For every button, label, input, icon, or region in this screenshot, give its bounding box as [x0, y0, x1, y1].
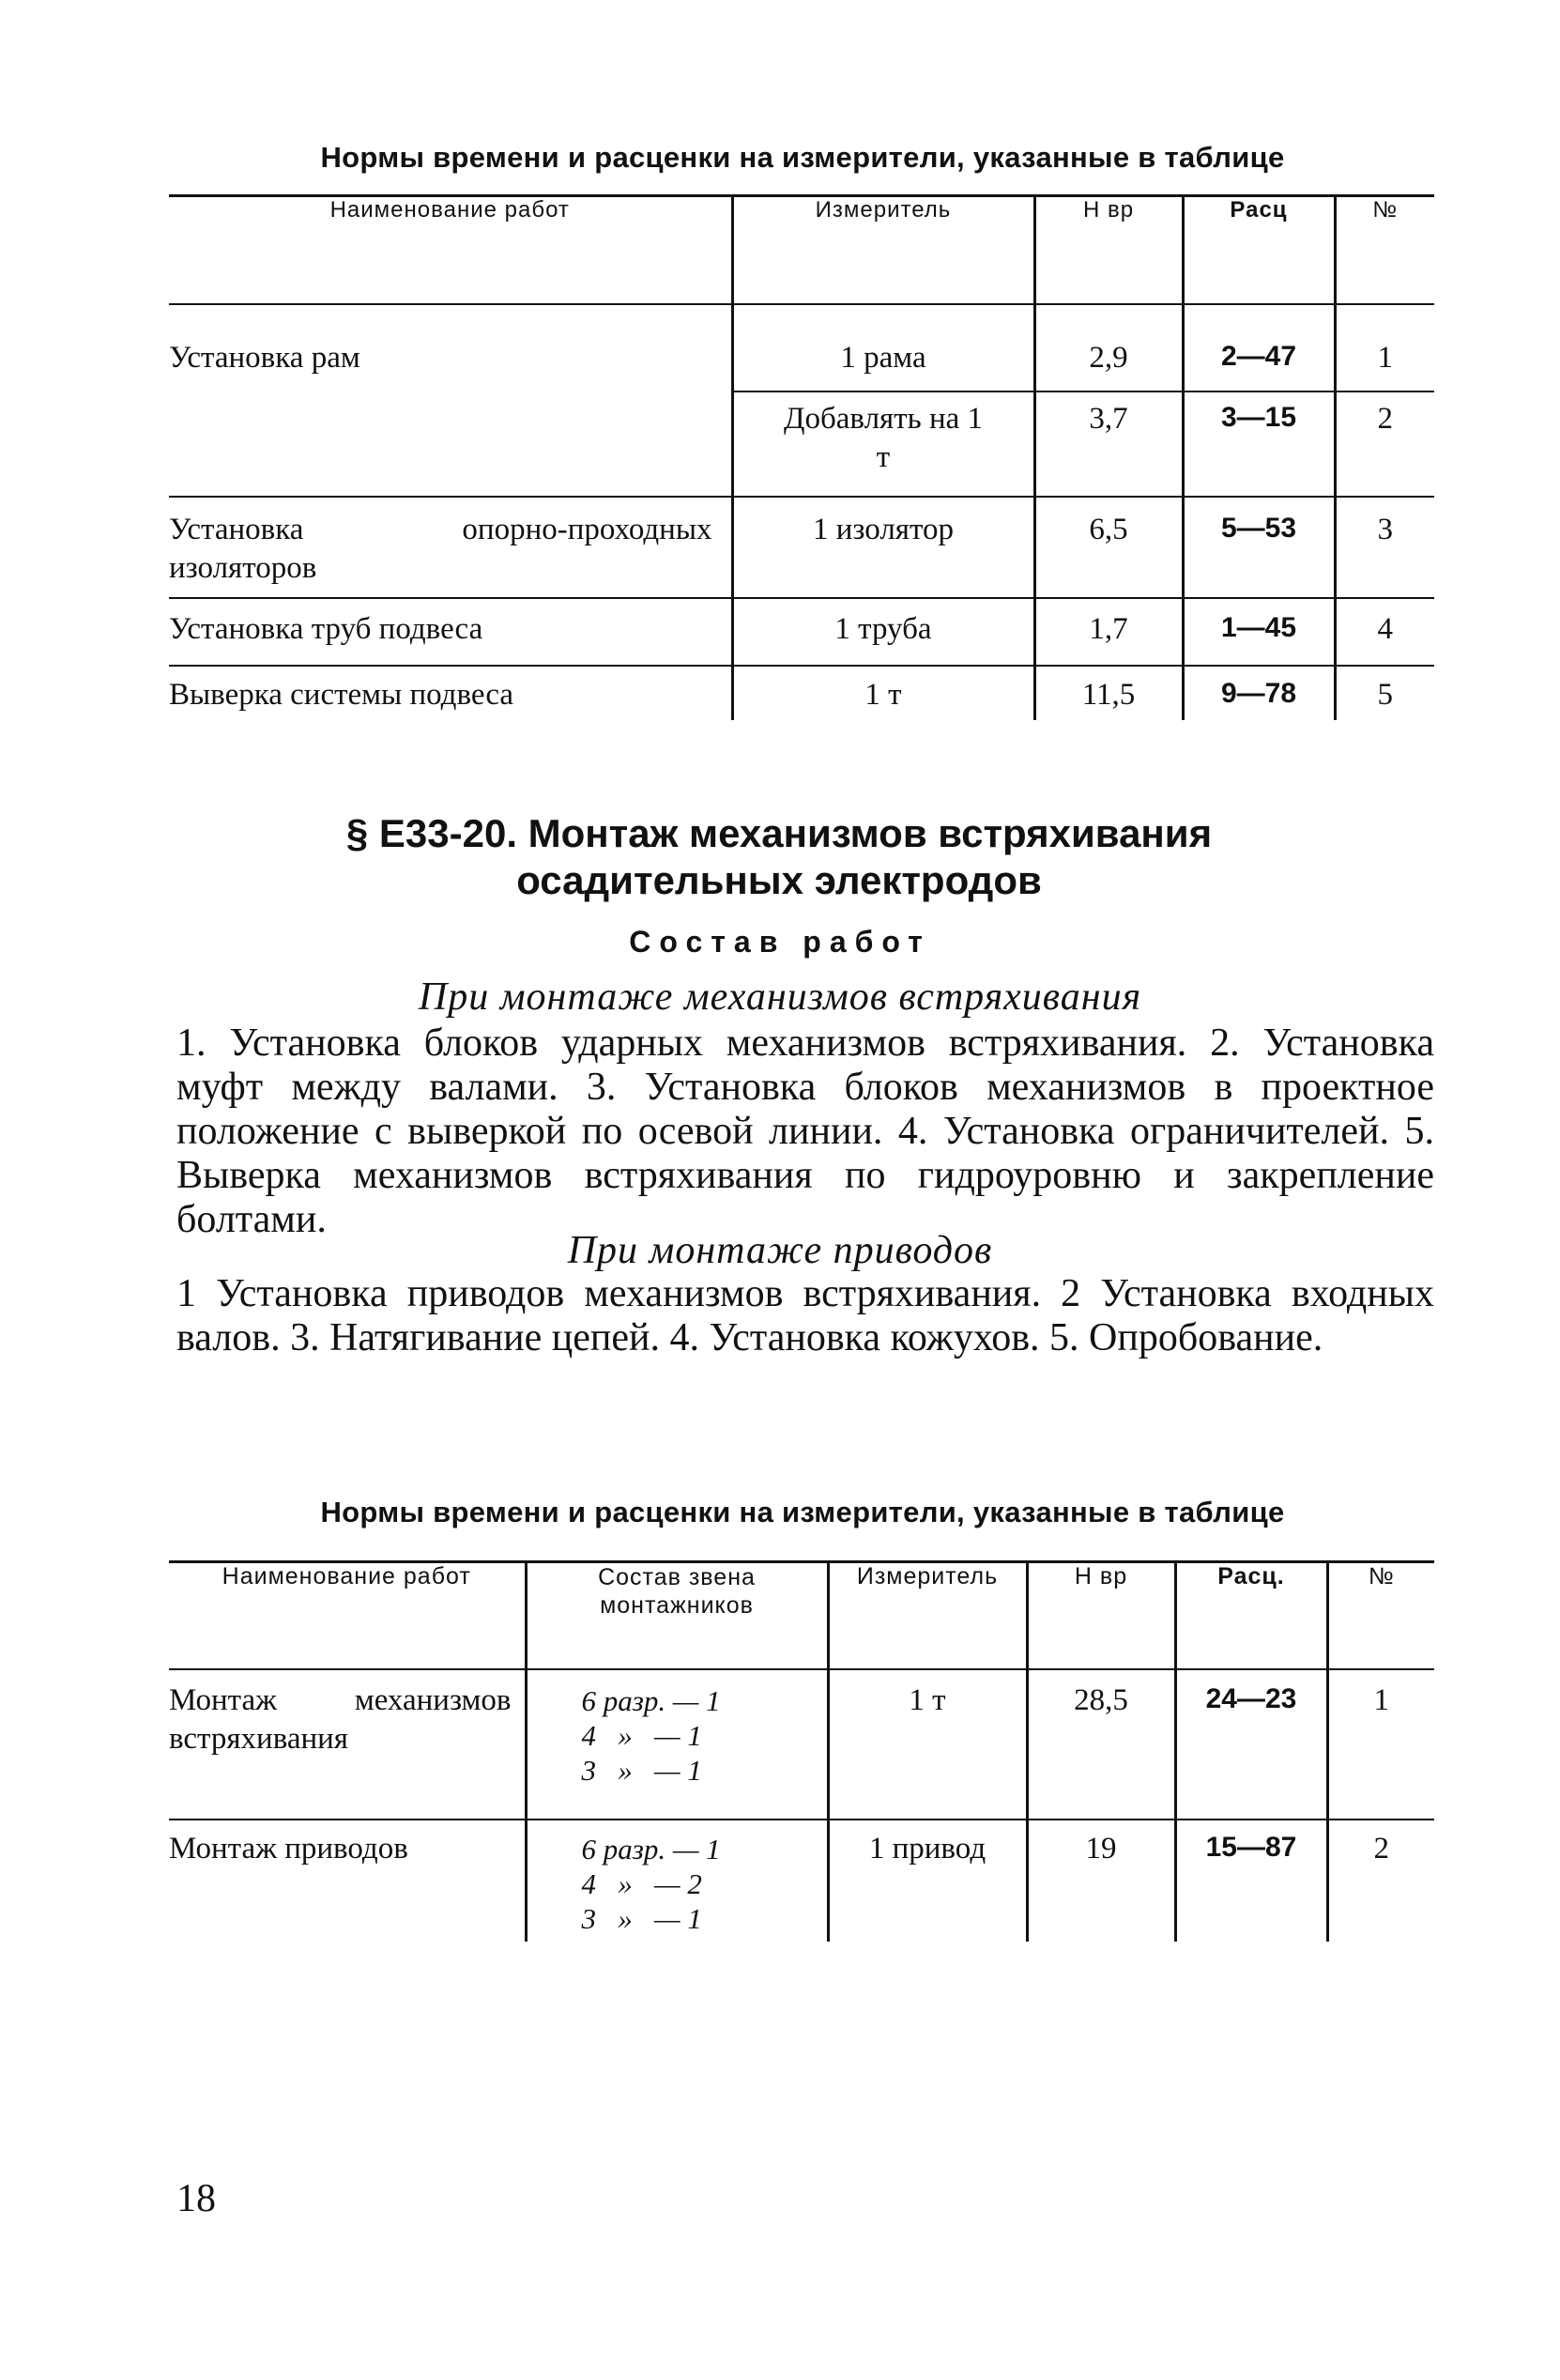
nvr: 28,5	[1027, 1669, 1175, 1820]
section-title-line-2: осадительных электродов	[516, 858, 1042, 902]
work-name: Установка труб подвеса	[169, 598, 732, 666]
header-rasc: Расц.	[1175, 1562, 1327, 1669]
norms-table-2	[169, 1560, 1434, 1942]
row-num: 1	[1327, 1669, 1434, 1820]
subheading-drives: При монтаже приводов	[567, 1229, 993, 1272]
team-text: 6 разр. — 1 4 » — 1 3 » — 1	[581, 1683, 721, 1787]
meter: 1 т	[732, 666, 1034, 720]
header-work-name: Наименование работ	[169, 196, 732, 304]
table-row	[169, 304, 1434, 392]
rasc: 24—23	[1175, 1669, 1327, 1820]
table-row	[169, 1669, 1434, 1820]
team-composition	[526, 1669, 828, 1820]
paragraph-shaking-mechanisms: 1. Установка блоков ударных механизмов встряхивания. 2. Установка муфт между валами. 3. Установка блоков механизмов в проектное положение с выверкой по осевой линии. 4. Установка ограничителей. 5. Выверка механизмов встряхивания по гидроуровню и закрепление болтами.	[176, 1021, 1434, 1241]
header-num: №	[1327, 1562, 1434, 1669]
nvr: 19	[1027, 1820, 1175, 1942]
meter	[732, 392, 1034, 497]
row-num: 2	[1327, 1820, 1434, 1942]
header-work-name: Наименование работ	[169, 1562, 526, 1669]
rasc: 5—53	[1183, 497, 1335, 598]
meter: 1 рама	[732, 304, 1034, 392]
work-name: Установка рам	[169, 304, 732, 497]
header-nvr: Н вр	[1027, 1562, 1175, 1669]
meter: 1 т	[828, 1669, 1027, 1820]
table-row	[169, 497, 1434, 598]
row-num: 1	[1335, 304, 1434, 392]
composition-heading: Состав работ	[629, 925, 931, 959]
table-row	[169, 666, 1434, 720]
norms-table-1	[169, 194, 1434, 720]
table-row	[169, 598, 1434, 666]
rasc: 2—47	[1183, 304, 1335, 392]
section-title-line-1: § Е33-20. Монтаж механизмов встряхивания	[345, 811, 1213, 855]
rasc: 15—87	[1175, 1820, 1327, 1942]
meter: 1 привод	[828, 1820, 1027, 1942]
nvr: 3,7	[1034, 392, 1183, 497]
nvr: 11,5	[1034, 666, 1183, 720]
meter-text: Добавлять на 1 т	[783, 401, 984, 474]
header-team-text: Состав звена монтажников	[598, 1564, 756, 1619]
header-team	[526, 1562, 828, 1669]
paragraph-drives: 1 Установка приводов механизмов встряхивания. 2 Установка входных валов. 3. Натягивание цепей. 4. Установка кожухов. 5. Опробование.	[176, 1272, 1434, 1359]
rasc: 1—45	[1183, 598, 1335, 666]
header-num: №	[1335, 196, 1434, 304]
nvr: 6,5	[1034, 497, 1183, 598]
row-num: 2	[1335, 392, 1434, 497]
row-num: 5	[1335, 666, 1434, 720]
team-text: 6 разр. — 1 4 » — 2 3 » — 1	[581, 1832, 721, 1935]
table1-caption: Нормы времени и расценки на измерители, указанные в таблице	[320, 141, 1285, 174]
work-name: Установка опорно-проходных изоляторов	[169, 497, 732, 598]
header-meter: Измеритель	[828, 1562, 1027, 1669]
header-nvr: Н вр	[1034, 196, 1183, 304]
section-title	[235, 810, 1323, 904]
header-meter: Измеритель	[732, 196, 1034, 304]
nvr: 1,7	[1034, 598, 1183, 666]
row-num: 4	[1335, 598, 1434, 666]
subheading-shaking-mechanisms: При монтаже механизмов встряхивания	[418, 975, 1142, 1019]
nvr: 2,9	[1034, 304, 1183, 392]
rasc: 3—15	[1183, 392, 1335, 497]
meter: 1 изолятор	[732, 497, 1034, 598]
table-row	[169, 1820, 1434, 1942]
header-rasc: Расц	[1183, 196, 1335, 304]
meter: 1 труба	[732, 598, 1034, 666]
page-number: 18	[176, 2177, 216, 2220]
row-num: 3	[1335, 497, 1434, 598]
team-composition	[526, 1820, 828, 1942]
table2-caption: Нормы времени и расценки на измерители, указанные в таблице	[320, 1496, 1285, 1528]
work-name: Монтаж приводов	[169, 1820, 526, 1942]
work-name: Выверка системы подвеса	[169, 666, 732, 720]
work-name: Монтаж механизмов встряхивания	[169, 1669, 526, 1820]
rasc: 9—78	[1183, 666, 1335, 720]
